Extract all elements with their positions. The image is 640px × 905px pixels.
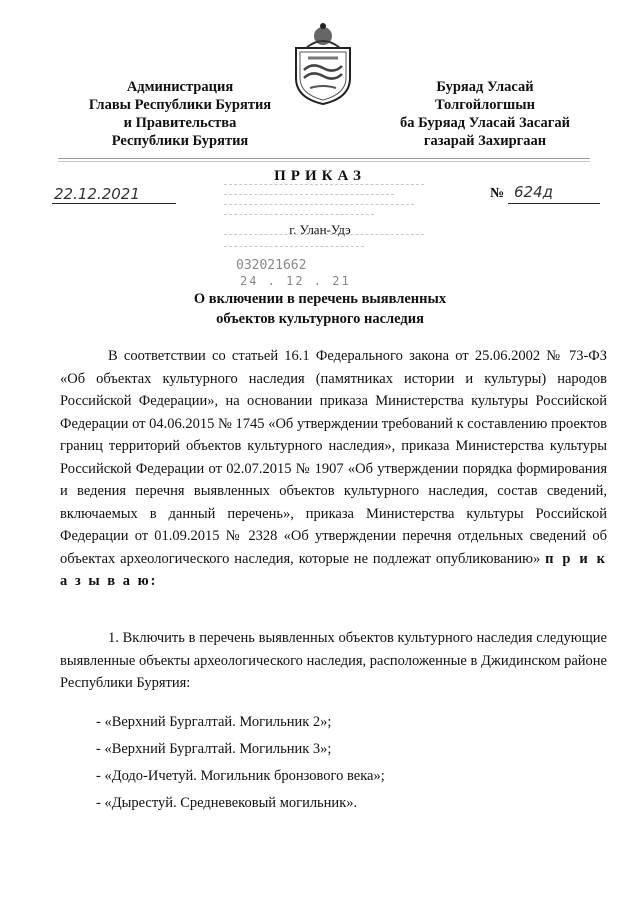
document-number: 624д [514,183,554,201]
issuer-line: Буряад Уласай [436,79,534,95]
number-underline [508,203,600,204]
issuer-line: Администрация [126,79,234,95]
stamp-registration-date: 24 . 12 . 21 [240,274,351,288]
issuer-header-buryat [376,78,594,150]
header-divider-secondary [58,161,590,162]
issuer-line: ба Буряад Уласай Засагай [400,115,570,131]
date-underline [52,203,176,204]
issuer-line: Главы Республики Бурятия [88,97,272,113]
clause-1-paragraph: 1. Включить в перечень выявленных объектов культурного наследия следующие выявленные объекты археологического наследия, расположенные в Джидинском районе Республики Бурятия: [60,630,607,691]
list-item: - «Дырестуй. Средневековый могильник». [96,795,358,811]
title-line: объектов культурного наследия [216,311,424,327]
issuer-line: Толгойлогшын [435,97,535,113]
title-line: О включении в перечень выявленных [193,291,447,307]
header-divider [58,158,590,159]
number-label: № [490,186,505,201]
document-date: 22.12.2021 [54,185,140,203]
preamble-paragraph [60,345,607,593]
list-item: - «Верхний Бургалтай. Могильник 3»; [96,741,332,757]
issuer-line: Республики Бурятия [111,133,249,149]
city: г. Улан-Удэ [289,222,351,237]
coat-of-arms-icon [290,18,356,106]
list-item: - «Верхний Бургалтай. Могильник 2»; [96,714,332,730]
issuer-header-russian [60,78,300,150]
list-item: - «Додо-Ичетуй. Могильник бронзового века»; [96,768,385,784]
stamp-registration-number: 032021662 [236,258,307,273]
order-word: п р и к а з ы в а ю: [60,550,607,589]
document-type: ПРИКАЗ [274,168,366,184]
issuer-line: газарай Захиргаан [423,133,547,149]
preamble-text: В соответствии со статьей 16.1 Федерального закона от 25.06.2002 № 73-ФЗ «Об объектах культурного наследия (памятниках истории и культуры) народов Российской Федерации», на основании приказа Министерства культуры Российской Федерации от 04.06.2015 № 1745 «Об утверждении требований к составлению проектов границ территорий объектов культурного наследия», приказа Министерства культуры Российской Федерации от 02.07.2015 № 1907 «Об утверждении порядка формирования и ведения перечня выявленных объектов культурного наследия, состав сведений, включаемых в данный перечень», приказа Министерства культуры Российской Федерации от 01.09.2015 № 2328 «Об утверждении перечня отдельных сведений об объектах археологического наследия, которые не подлежат опубликованию» [60,348,607,567]
document-title [0,289,640,329]
issuer-line: и Правительства [123,115,237,131]
